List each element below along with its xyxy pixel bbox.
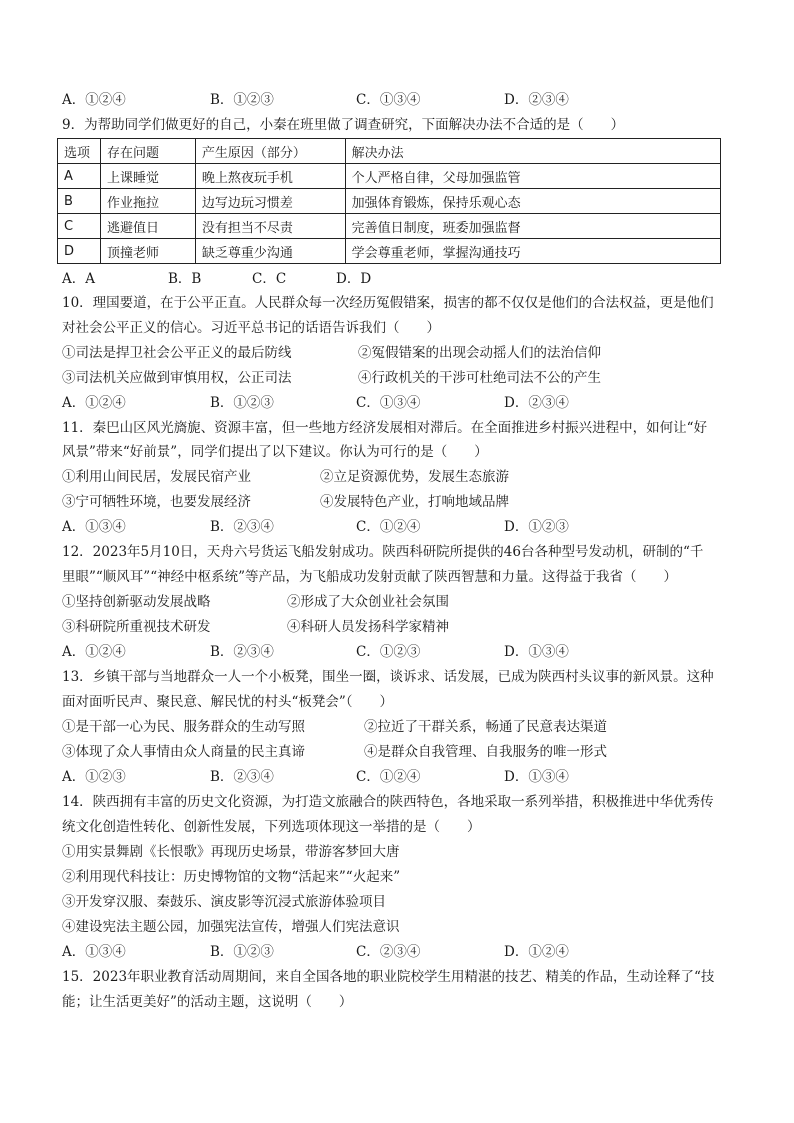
q13-statement-3: ③体现了众人事情由众人商量的民主真谛 xyxy=(62,744,305,760)
q10-statement-2: ②冤假错案的出现会动摇人们的法治信仰 xyxy=(358,345,601,361)
table-cell: 学会尊重老师，掌握沟通技巧 xyxy=(345,239,720,264)
table-row xyxy=(58,239,721,264)
q11-statement-3: ③宁可牺牲环境，也要发展经济 xyxy=(62,494,251,510)
q13-statement-1: ①是干部一心为民、服务群众的生动写照 xyxy=(62,719,305,735)
table-cell: 个人严格自律，父母加强监管 xyxy=(345,164,720,189)
q12-option-d[interactable]: D．①③④ xyxy=(504,644,569,660)
q11-statement-4: ④发展特色产业，打响地域品牌 xyxy=(320,494,509,510)
q9-option-c[interactable]: C．C xyxy=(252,271,287,287)
q8-option-c[interactable]: C．①③④ xyxy=(356,92,421,108)
q10-statement-1: ①司法是捍卫社会公平正义的最后防线 xyxy=(62,345,292,361)
table-cell: 完善值日制度，班委加强监督 xyxy=(345,214,720,239)
q13-options xyxy=(62,768,742,786)
q12-statement-1: ①坚持创新驱动发展战略 xyxy=(62,594,211,610)
q14-option-d[interactable]: D．①②④ xyxy=(504,944,569,960)
table-row xyxy=(58,189,721,214)
q11-option-a[interactable]: A．①③④ xyxy=(62,519,126,535)
q12-statement-2: ②形成了大众创业社会氛围 xyxy=(287,594,449,610)
q13-statements-row2 xyxy=(62,743,742,761)
q12-option-b[interactable]: B．②③④ xyxy=(210,644,274,660)
q12-stem-line2: 里眼”“顺风耳”“神经中枢系统”等产品，为飞船成功发射贡献了陕西智慧和力量。这得益于我省（ ） xyxy=(62,569,678,585)
table-header: 存在问题 xyxy=(100,139,195,164)
q13-statement-4: ④是群众自我管理、自我服务的唯一形式 xyxy=(364,744,607,760)
q9-option-d[interactable]: D．D xyxy=(336,271,372,287)
q12-statements-row2 xyxy=(62,618,742,636)
q10-option-b[interactable]: B．①②③ xyxy=(210,395,274,411)
q10-statement-3: ③司法机关应做到审慎用权，公正司法 xyxy=(62,370,292,386)
q11-option-b[interactable]: B．②③④ xyxy=(210,519,274,535)
q11-statement-2: ②立足资源优势，发展生态旅游 xyxy=(320,469,509,485)
table-cell: A xyxy=(58,164,101,189)
table-cell: 没有担当不尽责 xyxy=(195,214,345,239)
q14-statement-2: ②利用现代科技让：历史博物馆的文物“活起来”“火起来” xyxy=(62,869,401,885)
q8-option-d[interactable]: D．②③④ xyxy=(504,92,569,108)
q12-statements-row1 xyxy=(62,593,742,611)
q11-options xyxy=(62,518,742,536)
q9-option-b[interactable]: B．B xyxy=(168,271,202,287)
table-cell: C xyxy=(58,214,101,239)
q13-option-c[interactable]: C．①②④ xyxy=(356,769,421,785)
q12-stem-line1: 12．2023年5月10日，天舟六号货运飞船发射成功。陕西科研院所提供的46台各种型号发动机，研制的“千 xyxy=(62,544,704,560)
q10-statements-row1 xyxy=(62,344,742,362)
q13-option-b[interactable]: B．②③④ xyxy=(210,769,274,785)
q11-option-d[interactable]: D．①②③ xyxy=(504,519,569,535)
q8-option-b[interactable]: B．①②③ xyxy=(210,92,274,108)
q9-stem: 9．为帮助同学们做更好的自己，小秦在班里做了调查研究，下面解决办法不合适的是（ ） xyxy=(62,117,625,133)
q12-option-a[interactable]: A．①②④ xyxy=(62,644,126,660)
q14-stem-line1: 14．陕西拥有丰富的历史文化资源，为打造文旅融合的陕西特色，各地采取一系列举措，积极推进中华优秀传 xyxy=(62,794,714,810)
q11-statement-1: ①利用山间民居，发展民宿产业 xyxy=(62,469,251,485)
q13-stem-line1: 13．乡镇干部与当地群众一人一个小板凳，围坐一圈，谈诉求、话发展，已成为陕西村头议事的新风景。这种 xyxy=(62,669,714,685)
q11-statements-row1 xyxy=(62,468,742,486)
table-cell: 上课睡觉 xyxy=(100,164,195,189)
q13-option-d[interactable]: D．①③④ xyxy=(504,769,569,785)
q14-statement-4: ④建设宪法主题公园，加强宪法宣传，增强人们宪法意识 xyxy=(62,919,400,935)
q14-stem-line2: 统文化创造性转化、创新性发展，下列选项体现这一举措的是（ ） xyxy=(62,819,481,835)
table-cell: B xyxy=(58,189,101,214)
q14-statement-3: ③开发穿汉服、秦鼓乐、演皮影等沉浸式旅游体验项目 xyxy=(62,894,386,910)
q12-statement-4: ④科研人员发扬科学家精神 xyxy=(287,619,449,635)
q11-option-c[interactable]: C．①②④ xyxy=(356,519,421,535)
table-cell: 作业拖拉 xyxy=(100,189,195,214)
table-header: 选项 xyxy=(58,139,101,164)
table-header: 解决办法 xyxy=(345,139,720,164)
table-header: 产生原因（部分） xyxy=(195,139,345,164)
table-cell: 加强体育锻炼，保持乐观心态 xyxy=(345,189,720,214)
q11-stem-line1: 11．秦巴山区风光旖旎、资源丰富，但一些地方经济发展相对滞后。在全面推进乡村振兴进程中，如何让“好 xyxy=(62,420,708,436)
q10-statement-4: ④行政机关的干涉可杜绝司法不公的产生 xyxy=(358,370,601,386)
q15-stem-line2: 能；让生活更美好”的活动主题，这说明（ ） xyxy=(62,994,353,1010)
table-cell: 晚上熬夜玩手机 xyxy=(195,164,345,189)
table-cell: 逃避值日 xyxy=(100,214,195,239)
q14-options xyxy=(62,943,742,961)
q10-stem-line2: 对社会公平正义的信心。习近平总书记的话语告诉我们（ ） xyxy=(62,320,440,336)
q10-option-d[interactable]: D．②③④ xyxy=(504,395,569,411)
q13-statements-row1 xyxy=(62,718,742,736)
q9-table xyxy=(57,138,721,264)
q13-stem-line2: 面对面听民声、聚民意、解民忧的村头“板凳会”（ ） xyxy=(62,694,394,710)
q11-statements-row2 xyxy=(62,493,742,511)
table-header-row xyxy=(58,139,721,164)
q12-option-c[interactable]: C．①②③ xyxy=(356,644,421,660)
table-cell: 顶撞老师 xyxy=(100,239,195,264)
q9-options xyxy=(62,270,742,288)
table-row xyxy=(58,164,721,189)
q12-options xyxy=(62,643,742,661)
table-cell: 缺乏尊重少沟通 xyxy=(195,239,345,264)
table-cell: 边写边玩习惯差 xyxy=(195,189,345,214)
q8-options xyxy=(62,91,742,109)
q9-option-a[interactable]: A．A xyxy=(62,271,95,287)
q13-statement-2: ②拉近了干群关系，畅通了民意表达渠道 xyxy=(364,719,607,735)
q10-options xyxy=(62,394,742,412)
q12-statement-3: ③科研院所重视技术研发 xyxy=(62,619,211,635)
q14-option-b[interactable]: B．①②③ xyxy=(210,944,274,960)
q8-option-a[interactable]: A．①②④ xyxy=(62,92,126,108)
q14-option-a[interactable]: A．①③④ xyxy=(62,944,126,960)
q14-statement-1: ①用实景舞剧《长恨歌》再现历史场景，带游客梦回大唐 xyxy=(62,844,400,860)
q10-option-a[interactable]: A．①②④ xyxy=(62,395,126,411)
table-cell: D xyxy=(58,239,101,264)
q13-option-a[interactable]: A．①②③ xyxy=(62,769,126,785)
table-row xyxy=(58,214,721,239)
q10-stem-line1: 10．理国要道，在于公平正直。人民群众每一次经历冤假错案，损害的都不仅仅是他们的合法权益，更是他们 xyxy=(62,295,714,311)
q10-statements-row2 xyxy=(62,369,742,387)
q14-option-c[interactable]: C．②③④ xyxy=(356,944,421,960)
q11-stem-line2: 风景”带来“好前景”，同学们提出了以下建议。你认为可行的是（ ） xyxy=(62,444,488,460)
q10-option-c[interactable]: C．①③④ xyxy=(356,395,421,411)
q15-stem-line1: 15．2023年职业教育活动周期间，来自全国各地的职业院校学生用精湛的技艺、精美的作品，生动诠释了“技 xyxy=(62,969,715,985)
